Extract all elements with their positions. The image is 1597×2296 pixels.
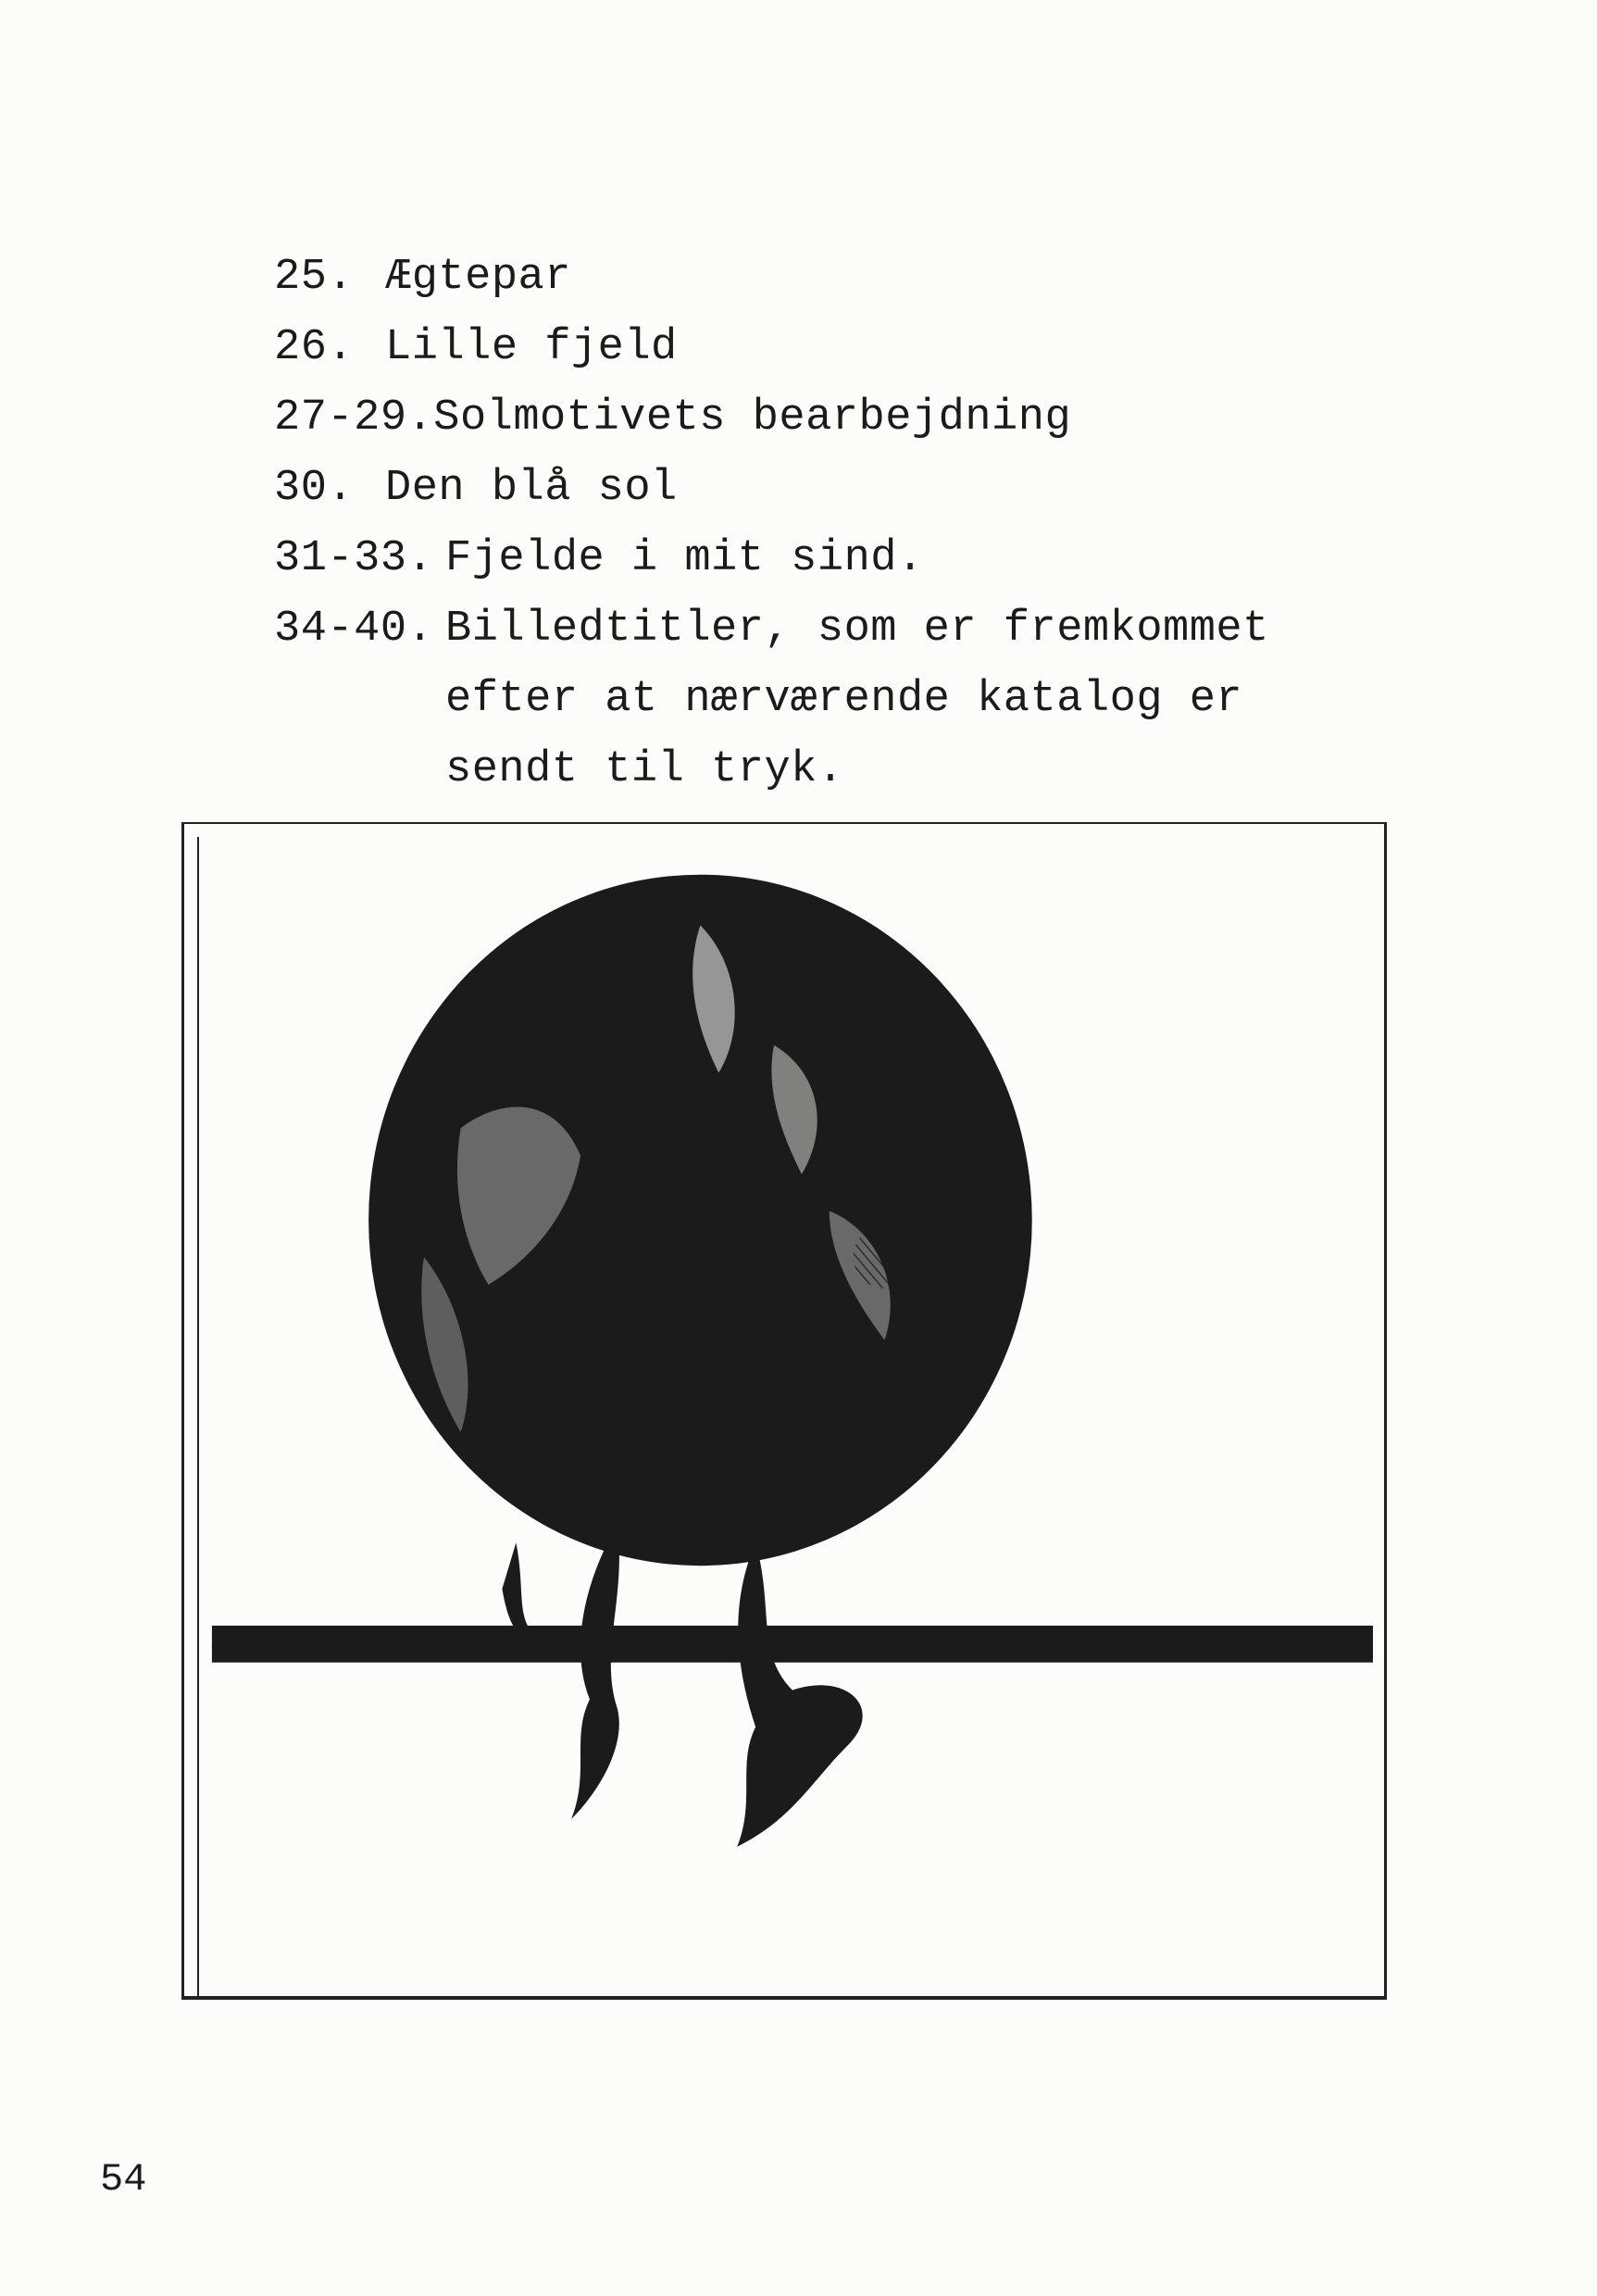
entry-number: 27-29. [274,393,434,443]
entry-number: 25. [274,253,381,302]
entry-number: 30. [274,464,381,513]
catalog-entry [274,594,1478,805]
catalog-list [274,243,1478,805]
page-number: 54 [100,2157,147,2202]
entry-title: Den blå sol [385,464,678,513]
entry-number: 31-33. [274,534,460,583]
sun-disc [368,875,1032,1566]
catalog-entry [274,383,1478,454]
entry-title: Lille fjeld [385,323,678,372]
entry-title: Billedtitler, som er fremkommet efter at nærværende katalog er sendt til tryk. [445,605,1269,794]
entry-title: Solmotivets bearbejdning [433,393,1072,443]
catalog-entry [274,524,1478,594]
entry-title: Ægtepar [385,253,571,302]
entry-number: 26. [274,323,381,372]
horizon-band [212,1626,1373,1663]
catalog-entry [274,454,1478,524]
ink-drips [502,1524,862,1846]
catalog-entry [274,243,1478,313]
entry-number: 34-40. [274,605,460,654]
ink-drawing-sun-icon [184,824,1384,1996]
illustration-frame [181,822,1387,2000]
catalog-entry [274,313,1478,383]
entry-title: Fjelde i mit sind. [445,534,924,583]
